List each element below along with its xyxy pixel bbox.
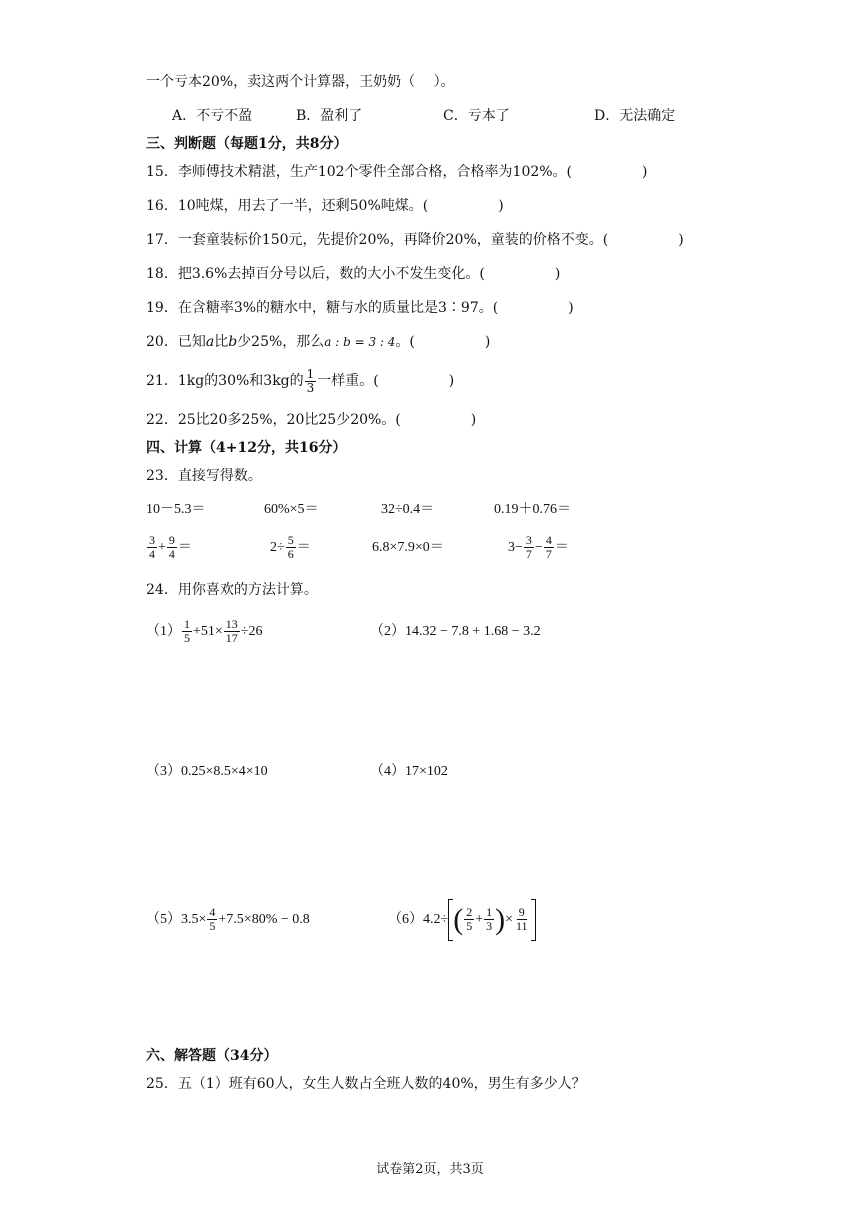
q20-text-b: 比 (214, 334, 229, 350)
denominator: 11 (516, 919, 528, 934)
q24-5-frac (207, 906, 217, 933)
q20-var-b: b (228, 334, 238, 350)
right-square-bracket (531, 899, 536, 941)
q20-text-d: 。( ) (395, 334, 491, 350)
q24-6-frac-2 (484, 906, 494, 933)
q20-ratio: a : b = 3 : 4 (324, 335, 396, 349)
q23-item-4: 0.19＋0.76＝ (494, 502, 571, 517)
q23-6-frac (286, 534, 296, 561)
q20-var-a: a (205, 334, 215, 350)
part-label: （2） (370, 624, 405, 639)
equals: ＝ (177, 540, 192, 555)
q21-text-a: 21．1kg的30%和3kg的 (146, 373, 304, 389)
q24-6-frac-3 (514, 906, 530, 933)
q14-stem-continuation: 一个亏本20%，卖这两个计算器，王奶奶（ ）。 (146, 74, 455, 90)
denominator: 7 (525, 547, 532, 562)
q14-option-d[interactable]: D．无法确定 (594, 108, 676, 124)
numerator: 3 (525, 533, 532, 548)
q21-numerator: 1 (306, 366, 315, 381)
question-19: 19．在含糖率3%的糖水中，糖与水的质量比是3∶97。( ) (146, 300, 574, 316)
denominator: 5 (209, 919, 216, 934)
section-6-title: 六、解答题（34分） (146, 1048, 278, 1064)
q23-5-frac-1 (147, 534, 157, 561)
prefix: 4.2÷ (423, 912, 449, 927)
question-24-title: 24．用你喜欢的方法计算。 (146, 582, 318, 598)
q21-text-b: 一样重。( ) (317, 373, 455, 389)
q23-5-frac-2 (167, 534, 177, 561)
q23-item-7: 6.8×7.9×0＝ (372, 540, 444, 555)
q23-item-8 (508, 530, 569, 566)
q23-item-5 (146, 530, 192, 566)
q23-8-frac-1 (524, 534, 534, 561)
numerator: 1 (184, 617, 190, 632)
denominator: 5 (184, 631, 190, 646)
q21-denominator: 3 (306, 380, 315, 395)
equals: ＝ (554, 540, 569, 555)
part-label: （1） (146, 624, 181, 639)
page-footer: 试卷第2页，共3页 (376, 1162, 484, 1177)
numerator: 9 (168, 533, 175, 548)
part-label: （5） (146, 912, 181, 927)
suffix: ÷26 (240, 624, 263, 639)
prefix: 3− (508, 540, 523, 555)
q23-8-frac-2 (544, 534, 554, 561)
q24-part-1 (146, 612, 262, 652)
numerator: 2 (466, 905, 473, 920)
q23-item-2: 60%×5＝ (264, 502, 319, 517)
numerator: 1 (486, 905, 493, 920)
operator: + (158, 540, 166, 555)
suffix: +7.5×80% − 0.8 (218, 912, 310, 927)
prefix: 3.5× (181, 912, 207, 927)
q23-item-1: 10－5.3＝ (146, 502, 206, 517)
question-17: 17．一套童装标价150元，先提价20%，再降价20%，童装的价格不变。( ) (146, 232, 684, 248)
q24-1-frac-2 (224, 618, 240, 645)
denominator: 6 (287, 547, 294, 562)
q24-part-6 (388, 898, 536, 942)
part-label: （6） (388, 912, 423, 927)
question-16: 16．10吨煤，用去了一半，还剩50%吨煤。( ) (146, 198, 504, 214)
prefix: 2÷ (270, 540, 285, 555)
section-3-title: 三、判断题（每题1分，共8分） (146, 136, 348, 152)
q21-fraction (305, 368, 317, 395)
numerator: 9 (518, 905, 525, 920)
numerator: 4 (545, 533, 552, 548)
numerator: 4 (209, 905, 216, 920)
q24-part-4 (370, 762, 448, 782)
left-paren: ( (453, 902, 464, 936)
q24-6-frac-1 (464, 906, 474, 933)
question-18: 18．把3.6%去掉百分号以后，数的大小不发生变化。( ) (146, 266, 561, 282)
q14-option-a[interactable]: A．不亏不盈 (172, 108, 253, 124)
q14-option-b[interactable]: B．盈利了 (296, 108, 363, 124)
denominator: 5 (466, 919, 473, 934)
q20-text-a: 20．已知 (146, 334, 206, 350)
right-paren: ) (495, 902, 506, 936)
question-15: 15．李师傅技术精湛，生产102个零件全部合格，合格率为102%。( ) (146, 164, 648, 180)
q23-item-3: 32÷0.4＝ (381, 502, 435, 517)
q23-item-6 (270, 530, 311, 566)
q24-1-frac-1 (182, 618, 192, 645)
q20-text-c: 少25%，那么 (237, 334, 325, 350)
q24-part-5 (146, 900, 310, 940)
operator: +51× (193, 624, 223, 639)
question-23-title: 23．直接写得数。 (146, 468, 262, 484)
question-21 (146, 364, 454, 398)
operator: − (534, 540, 543, 555)
denominator: 17 (225, 631, 238, 646)
part-label: （3） (146, 764, 181, 779)
question-22: 22．25比20多25%，20比25少20%。( ) (146, 412, 477, 428)
section-4-title: 四、计算（4+12分，共16分） (146, 440, 347, 456)
expression: 0.25×8.5×4×10 (181, 764, 268, 779)
operator: + (475, 912, 484, 927)
operator: × (505, 912, 513, 927)
q24-part-3 (146, 762, 268, 782)
expression: 17×102 (405, 764, 448, 779)
q14-option-c[interactable]: C．亏本了 (443, 108, 510, 124)
question-20 (146, 332, 490, 352)
numerator: 3 (149, 533, 155, 548)
part-label: （4） (370, 764, 405, 779)
numerator: 5 (287, 533, 294, 548)
denominator: 4 (149, 547, 155, 562)
equals: ＝ (296, 540, 311, 555)
expression: 14.32 − 7.8 + 1.68 − 3.2 (405, 624, 541, 639)
q24-part-2 (370, 622, 541, 642)
numerator: 13 (225, 617, 238, 632)
denominator: 4 (168, 547, 175, 562)
denominator: 7 (545, 547, 552, 562)
question-25: 25．五（1）班有60人，女生人数占全班人数的40%，男生有多少人？ (146, 1076, 586, 1092)
denominator: 3 (486, 919, 493, 934)
